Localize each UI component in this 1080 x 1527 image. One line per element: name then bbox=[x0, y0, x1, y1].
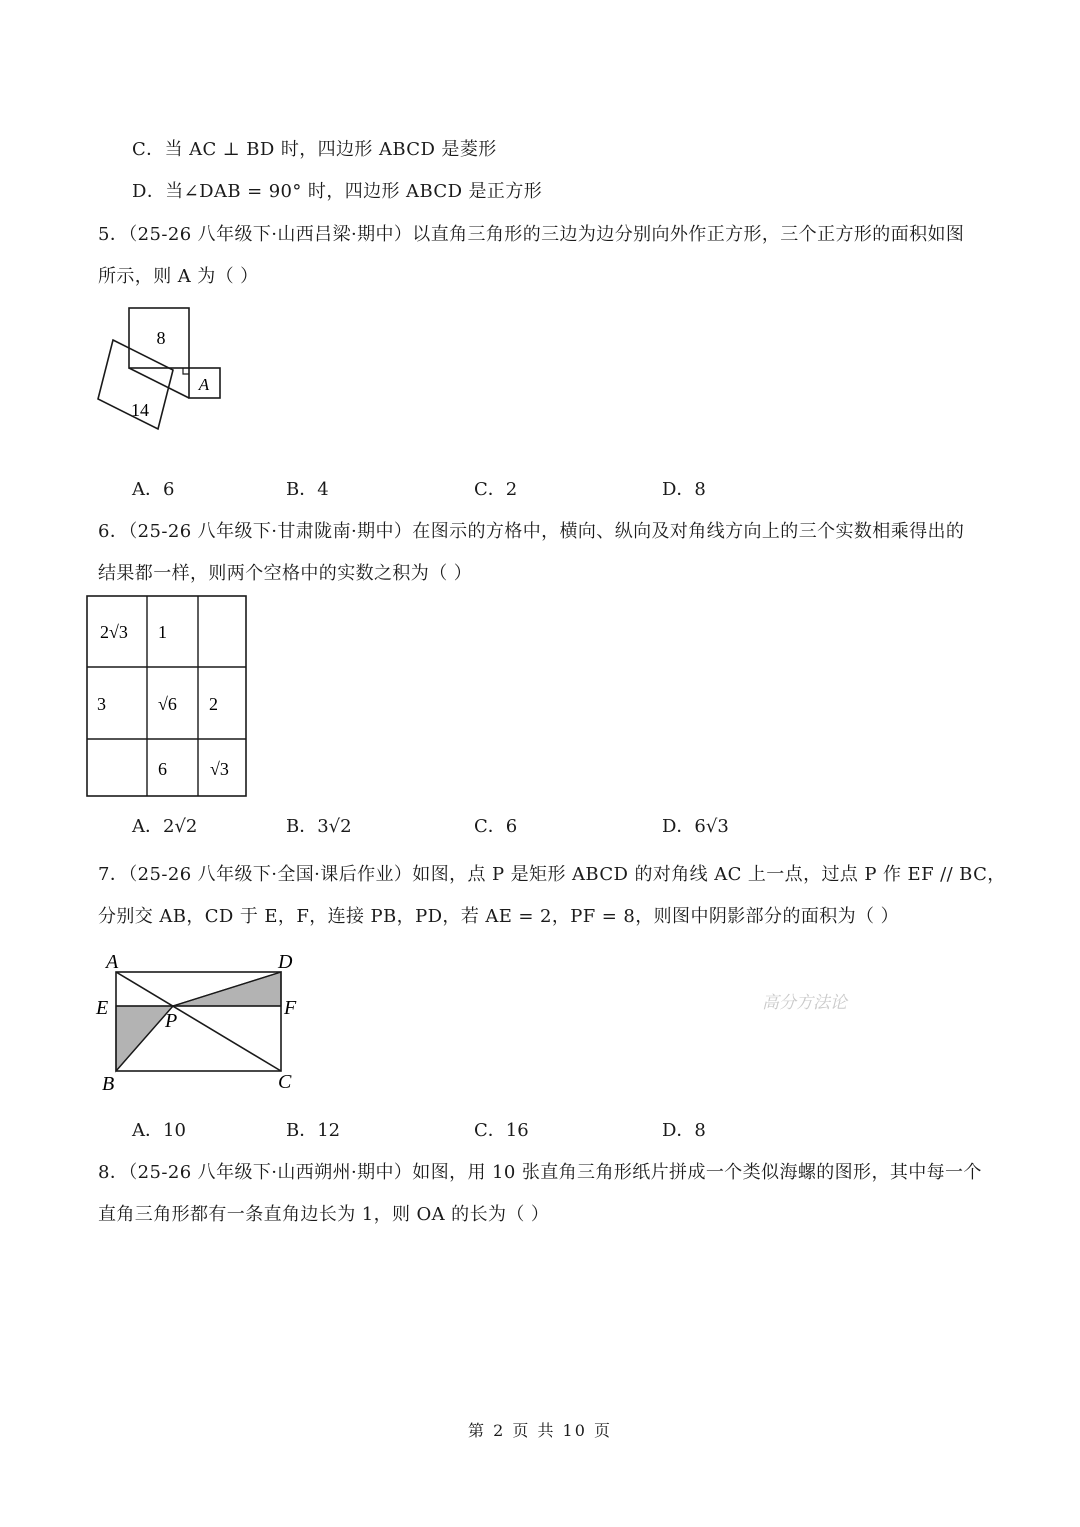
label-f: F bbox=[284, 997, 297, 1019]
q6-option-b: B．3√2 bbox=[286, 816, 352, 837]
q7-rectangle-figure bbox=[92, 948, 312, 1098]
q8-stem-line1: 8．（25-26 八年级下·山西朔州·期中）如图，用 10 张直角三角形纸片拼成一个类似海螺的图形，其中每一个 bbox=[98, 1162, 982, 1183]
q5-option-d: D．8 bbox=[662, 479, 706, 500]
q5-stem-line2: 所示，则 A 为（ ） bbox=[98, 266, 259, 287]
q7-stem-line1: 7．（25-26 八年级下·全国·课后作业）如图，点 P 是矩形 ABCD 的对角线 AC 上一点，过点 P 作 EF // BC， bbox=[98, 864, 1006, 885]
q7-option-a: A．10 bbox=[132, 1120, 186, 1141]
q5-label-left: 14 bbox=[131, 400, 149, 420]
q7-option-d: D．8 bbox=[662, 1120, 706, 1141]
label-b: B bbox=[102, 1073, 115, 1095]
q6-stem-line1: 6．（25-26 八年级下·甘肃陇南·期中）在图示的方格中，横向、纵向及对角线方向上的三个实数相乘得出的 bbox=[98, 521, 965, 542]
grid-cell: 6 bbox=[158, 759, 167, 779]
grid-cell: 2√3 bbox=[100, 622, 128, 642]
q6-option-a: A．2√2 bbox=[132, 816, 198, 837]
q5-squares-figure bbox=[92, 304, 232, 444]
q5-option-c: C．2 bbox=[474, 479, 518, 500]
q6-stem-line2: 结果都一样，则两个空格中的实数之积为（ ） bbox=[98, 563, 473, 584]
q6-number-grid bbox=[86, 595, 248, 799]
q8-stem-line2: 直角三角形都有一条直角边长为 1，则 OA 的长为（ ） bbox=[98, 1204, 550, 1225]
page-footer: 第 2 页 共 10 页 bbox=[468, 1421, 612, 1440]
label-p: P bbox=[165, 1010, 178, 1032]
q5-stem-line1: 5．（25-26 八年级下·山西吕梁·期中）以直角三角形的三边为边分别向外作正方形，三个正方形的面积如图 bbox=[98, 224, 965, 245]
q7-stem-line2: 分别交 AB，CD 于 E，F，连接 PB，PD，若 AE = 2，PF = 8，则图中阴影部分的面积为（ ） bbox=[98, 906, 899, 927]
q5-option-b: B．4 bbox=[286, 479, 329, 500]
q7-option-c: C．16 bbox=[474, 1120, 529, 1141]
grid-cell: 1 bbox=[158, 622, 167, 642]
grid-cell: 2 bbox=[209, 694, 218, 714]
grid-cell: 3 bbox=[97, 694, 106, 714]
grid-cell: √6 bbox=[158, 694, 177, 714]
q4-option-c: C．当 AC ⊥ BD 时，四边形 ABCD 是菱形 bbox=[132, 139, 497, 160]
label-e: E bbox=[96, 997, 109, 1019]
q5-label-right: A bbox=[198, 375, 210, 394]
q4-option-d: D．当∠DAB = 90° 时，四边形 ABCD 是正方形 bbox=[132, 181, 543, 202]
grid-cell: √3 bbox=[210, 759, 229, 779]
label-c: C bbox=[278, 1071, 292, 1093]
q6-option-d: D．6√3 bbox=[662, 816, 729, 837]
watermark-text: 高分方法论 bbox=[762, 993, 847, 1013]
q5-label-top: 8 bbox=[156, 328, 166, 348]
q7-option-b: B．12 bbox=[286, 1120, 341, 1141]
label-d: D bbox=[278, 951, 293, 973]
label-a: A bbox=[106, 951, 119, 973]
q5-option-a: A．6 bbox=[132, 479, 175, 500]
q6-option-c: C．6 bbox=[474, 816, 518, 837]
